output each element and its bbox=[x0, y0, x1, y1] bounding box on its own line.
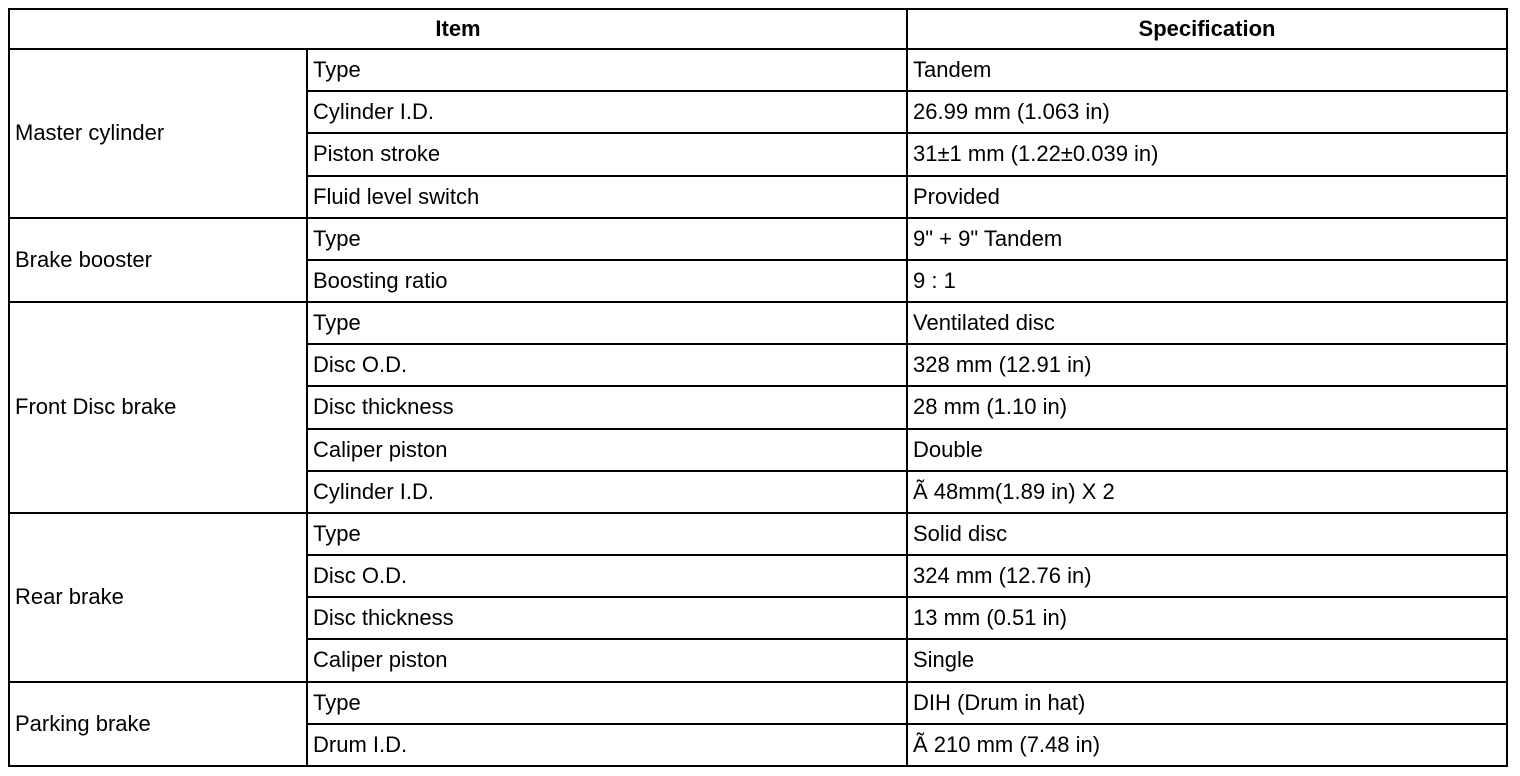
table-row bbox=[9, 218, 1507, 260]
table-row bbox=[9, 682, 1507, 724]
spec-cell: 13 mm (0.51 in) bbox=[907, 597, 1507, 639]
item-cell: Type bbox=[307, 49, 907, 91]
item-cell: Type bbox=[307, 513, 907, 555]
spec-cell: Ventilated disc bbox=[907, 302, 1507, 344]
group-label-master-cylinder: Master cylinder bbox=[9, 49, 307, 218]
table-row bbox=[9, 49, 1507, 91]
spec-cell: Ã 48mm(1.89 in) X 2 bbox=[907, 471, 1507, 513]
spec-cell: Double bbox=[907, 429, 1507, 471]
item-cell: Caliper piston bbox=[307, 639, 907, 681]
item-cell: Cylinder I.D. bbox=[307, 91, 907, 133]
header-item: Item bbox=[9, 9, 907, 49]
item-cell: Disc O.D. bbox=[307, 555, 907, 597]
table-header-row bbox=[9, 9, 1507, 49]
spec-cell: DIH (Drum in hat) bbox=[907, 682, 1507, 724]
spec-cell: Ã 210 mm (7.48 in) bbox=[907, 724, 1507, 766]
item-cell: Disc thickness bbox=[307, 386, 907, 428]
group-label-rear-brake: Rear brake bbox=[9, 513, 307, 682]
item-cell: Disc O.D. bbox=[307, 344, 907, 386]
item-cell: Cylinder I.D. bbox=[307, 471, 907, 513]
spec-cell: Single bbox=[907, 639, 1507, 681]
item-cell: Caliper piston bbox=[307, 429, 907, 471]
spec-cell: 9" + 9" Tandem bbox=[907, 218, 1507, 260]
item-cell: Type bbox=[307, 218, 907, 260]
item-cell: Piston stroke bbox=[307, 133, 907, 175]
table-body bbox=[9, 49, 1507, 766]
item-cell: Boosting ratio bbox=[307, 260, 907, 302]
spec-cell: 28 mm (1.10 in) bbox=[907, 386, 1507, 428]
spec-cell: 324 mm (12.76 in) bbox=[907, 555, 1507, 597]
brake-spec-table bbox=[8, 8, 1508, 767]
item-cell: Fluid level switch bbox=[307, 176, 907, 218]
spec-cell: Solid disc bbox=[907, 513, 1507, 555]
item-cell: Type bbox=[307, 302, 907, 344]
spec-cell: Tandem bbox=[907, 49, 1507, 91]
group-label-brake-booster: Brake booster bbox=[9, 218, 307, 302]
group-label-front-disc-brake: Front Disc brake bbox=[9, 302, 307, 513]
spec-cell: Provided bbox=[907, 176, 1507, 218]
item-cell: Disc thickness bbox=[307, 597, 907, 639]
spec-cell: 31±1 mm (1.22±0.039 in) bbox=[907, 133, 1507, 175]
item-cell: Type bbox=[307, 682, 907, 724]
header-specification: Specification bbox=[907, 9, 1507, 49]
table-row bbox=[9, 513, 1507, 555]
table-row bbox=[9, 302, 1507, 344]
group-label-parking-brake: Parking brake bbox=[9, 682, 307, 766]
spec-cell: 9 : 1 bbox=[907, 260, 1507, 302]
item-cell: Drum I.D. bbox=[307, 724, 907, 766]
spec-cell: 328 mm (12.91 in) bbox=[907, 344, 1507, 386]
spec-cell: 26.99 mm (1.063 in) bbox=[907, 91, 1507, 133]
